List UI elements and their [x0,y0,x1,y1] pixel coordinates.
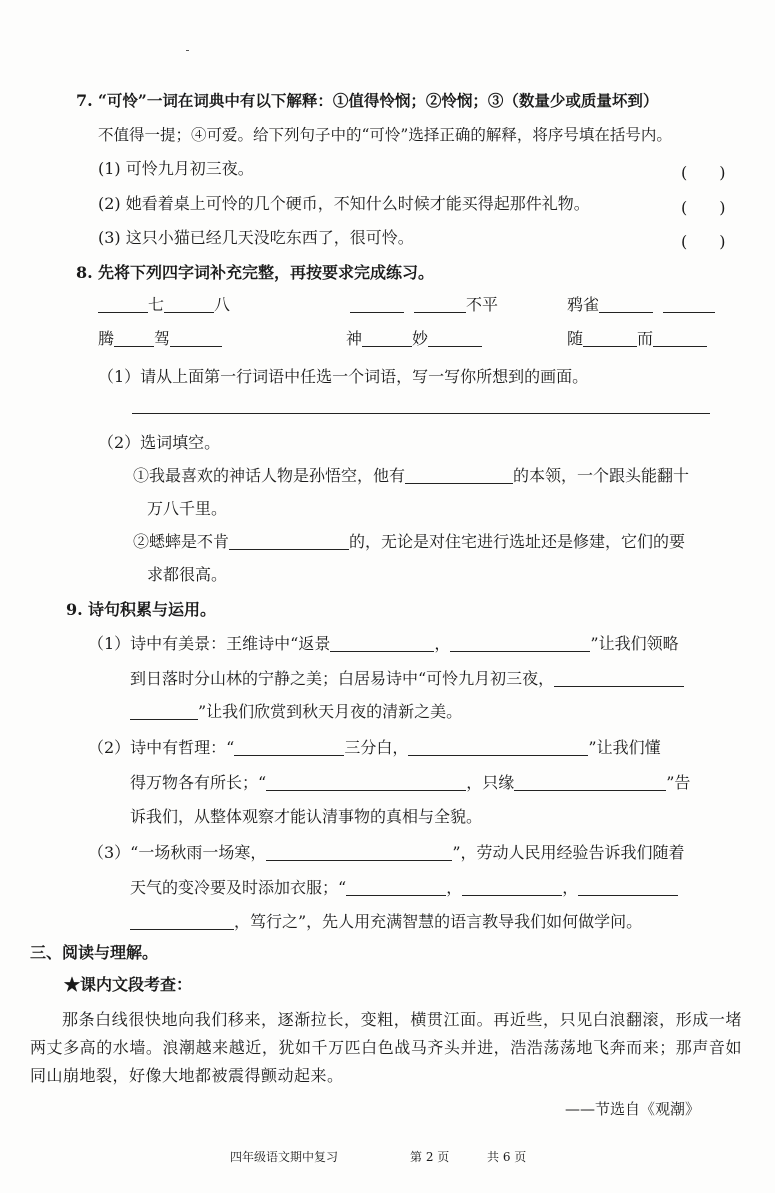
q7-item-3-label: (3) [98,228,121,247]
q9-p3-line2-c: ， [562,878,579,897]
q9-p2-line2-c: ”告 [666,773,691,792]
q8-sub1: （1）请从上面第一行词语中任选一个词语，写一写你所想到的画面。 [98,367,589,386]
q7-item-3-answer[interactable]: ( ) [681,232,726,251]
q8-row1-word-c [567,294,715,316]
q9-p2-a: （2）诗中有哲理：“ [88,738,235,757]
q9-p1-line3 [130,701,462,723]
q9-p1-line2-a: 到日落时分山林的宁静之美；白居易诗中“可怜九月初三夜， [130,669,555,688]
q9-stem: 诗句积累与运用。 [88,600,217,619]
q8-row2-b-blank1[interactable] [362,330,412,347]
q9-p3-line2-b: ， [446,878,463,897]
q9-p1-blank1[interactable] [330,635,434,652]
q8-row2-b-start: 神 [346,329,363,348]
q9-p1-b: ， [434,634,451,653]
q9-p3-a: （3）“一场秋雨一场寒， [88,843,267,862]
q9-p1-blank4[interactable] [130,703,198,720]
q9-p2 [88,737,661,759]
q9-p3-blank1[interactable] [266,844,452,861]
q7-item-2-text: 她看着桌上可怜的几个硬币，不知什么时候才能买得起那件礼物。 [125,194,590,213]
q8-sub2-item2-line2: 求都很高。 [147,565,228,584]
q8-row2-c-blank2[interactable] [653,330,707,347]
scan-mark [186,50,189,51]
q8-row1-word-a [98,294,230,316]
q9-p1-line3-b: ”让我们欣赏到秋天月夜的清新之美。 [198,702,463,721]
q9-p2-blank3[interactable] [266,774,466,791]
q9-p1-blank3[interactable] [554,670,684,687]
section3-subheading: ★课内文段考查： [64,975,193,994]
q9-p3-blank2[interactable] [346,879,446,896]
passage-source: ——节选自《观潮》 [565,1100,701,1118]
q8-sub2-item2 [133,531,685,553]
q8-sub2-item1-line2: 万八千里。 [147,499,228,518]
q9-p2-line2 [130,772,690,794]
q8-row2-a-start: 腾 [98,329,115,348]
q7-item-2-answer[interactable]: ( ) [681,198,726,217]
q9-p1-c: ”让我们领略 [590,634,679,653]
q9-p3-line3-b: ，笃行之”，先人用充满智慧的语言教导我们如何做学问。 [234,912,643,931]
q9-number: 9. [66,600,83,619]
q7-stem-line1: “可怜”一词在词典中有以下解释：①值得怜悯；②怜悯；③（数量少或质量坏到） [98,91,659,110]
q9-p2-line2-a: 得万物各有所长；“ [130,773,267,792]
q8-row2-b-mid: 妙 [412,329,429,348]
q8-row2-b-blank2[interactable] [428,330,482,347]
q8-number: 8. [76,263,93,282]
footer-page-number: 第 2 页 [410,1150,450,1164]
q9-p3 [88,842,685,864]
q9-p2-blank2[interactable] [408,739,588,756]
q9-p1-a: （1）诗中有美景：王维诗中“返景 [88,634,331,653]
q7-item-2-label: (2) [98,194,121,213]
q8-row1-c-blank2[interactable] [663,296,715,313]
q8-sub2-item2-pre: ②蟋蟀是不肯 [133,532,230,551]
q9-p2-line2-b: ，只缘 [466,773,515,792]
q8-row1-c-blank1[interactable] [599,296,653,313]
q7-item-2 [98,193,590,215]
q7-item-1-label: (1) [98,159,121,178]
q9-p2-line3: 诉我们，从整体观察才能认清事物的真相与全貌。 [130,807,483,826]
q8-row2-c-start: 随 [567,329,584,348]
q8-row1-a-blank1[interactable] [98,296,148,313]
q8-row1-a-blank2[interactable] [164,296,214,313]
q8-row2-a-blank2[interactable] [170,330,222,347]
q8-row1-word-b [350,294,498,316]
q8-row2-word-a [98,328,222,350]
q8-row2-word-c [567,328,707,350]
q8-row1-b-end: 不平 [466,295,499,314]
q9-p3-line2-a: 天气的变冷要及时添加衣服；“ [130,878,347,897]
q8-stem: 先将下列四字词补充完整，再按要求完成练习。 [98,263,435,282]
q9-p1-line2 [130,668,684,690]
q7-item-3 [98,227,414,249]
q7-item-1-answer[interactable]: ( ) [681,163,726,182]
q7-item-3-text: 这只小猫已经几天没吃东西了，很可怜。 [125,228,414,247]
footer-total-pages: 共 6 页 [487,1150,527,1164]
q8-row1-b-blank1[interactable] [350,296,404,313]
q9-p2-blank1[interactable] [234,739,344,756]
q8-row1-c-start: 鸦雀 [567,295,600,314]
q9-p3-b: ”，劳动人民用经验告诉我们随着 [452,843,685,862]
q9-p2-b: 三分白， [344,738,409,757]
q8-sub2-item1-blank[interactable] [405,467,513,484]
q7-stem-line2: 不值得一提；④可爱。给下列句子中的“可怜”选择正确的解释，将序号填在括号内。 [98,126,672,144]
q7-number: 7. [76,91,93,110]
q9-p1-blank2[interactable] [450,635,590,652]
q9-p1 [88,633,679,655]
q9-p3-line3 [130,911,642,933]
reading-passage: 那条白线很快地向我们移来，逐渐拉长，变粗，横贯江面。再近些，只见白浪翻滚，形成一堵两丈多高的水墙。浪潮越来越近，犹如千万匹白色战马齐头并进，浩浩荡荡地飞奔而来；那声音如同山崩地裂，好像大地都被震得颤动起来。 [30,1010,742,1085]
q9-p2-blank4[interactable] [514,774,666,791]
q8-sub2-item2-post: 的，无论是对住宅进行选址还是修建，它们的要 [349,532,686,551]
q8-row1-b-blank2[interactable] [414,296,466,313]
q9-p3-blank5[interactable] [130,913,234,930]
footer-doc-title: 四年级语文期中复习 [230,1150,339,1164]
q9-p3-line2 [130,877,678,899]
q9-p2-c: ”让我们懂 [588,738,661,757]
q8-sub2-item2-blank[interactable] [229,533,349,550]
q8-sub2-item1 [133,465,689,487]
q8-sub1-answer-line[interactable] [132,413,710,414]
q7-item-1-text: 可怜九月初三夜。 [125,159,254,178]
q8-row2-a-mid: 驾 [154,329,171,348]
q7-item-1 [98,158,254,180]
q8-row2-c-blank1[interactable] [583,330,637,347]
q8-row1-a-end: 八 [214,295,231,314]
q8-sub2-item1-pre: ①我最喜欢的神话人物是孙悟空，他有 [133,466,406,485]
q8-row1-a-mid: 七 [148,295,165,314]
q8-sub2-label: （2）选词填空。 [98,433,221,452]
q9-p3-blank4[interactable] [578,879,678,896]
q8-row2-a-blank1[interactable] [114,330,154,347]
q9-p3-blank3[interactable] [462,879,562,896]
q8-row2-word-b [346,328,482,350]
section3-heading: 三、阅读与理解。 [30,943,159,962]
q8-row2-c-mid: 而 [637,329,654,348]
q8-sub2-item1-post: 的本领，一个跟头能翻十 [513,466,690,485]
